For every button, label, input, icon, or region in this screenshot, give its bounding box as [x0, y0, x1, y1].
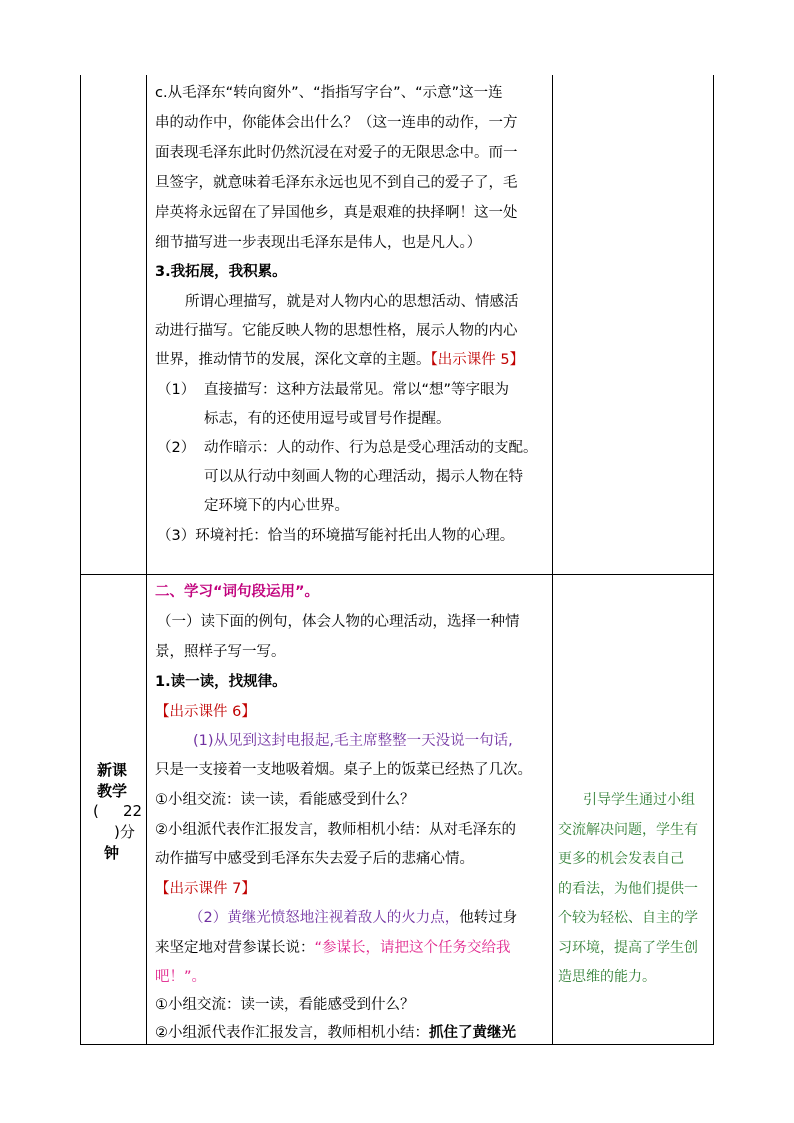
- text-line: [155, 1023, 516, 1043]
- example-line: [155, 908, 517, 928]
- example-line: [155, 731, 513, 751]
- text-line: 景，照样子写一写。: [155, 644, 286, 660]
- table-border-left: [80, 75, 81, 1045]
- text-line: 动进行描写。它能反映人物的思想性格，展示人物的内心: [155, 323, 518, 339]
- text-line: 细节描写进一步表现出毛泽东是伟人，也是凡人。）: [155, 235, 482, 251]
- duration-unit: )分: [114, 823, 135, 841]
- duration-unit: 钟: [104, 844, 120, 862]
- table-row-divider: [80, 574, 714, 575]
- text-line: 定环境下的内心世界。: [204, 498, 349, 514]
- example-text: （2）黄继光愤怒地注视着敌人的火力点，: [189, 910, 460, 926]
- text-line: 串的动作中，你能体会出什么？（这一连串的动作，一方: [155, 115, 518, 131]
- text-line: 旦签字，就意味着毛泽东永远也见不到自己的爱子了，毛: [155, 175, 518, 191]
- courseware-tag: 【出示课件 6】: [155, 704, 256, 720]
- example-quote: “参谋长，请把这个任务交给我: [314, 940, 511, 956]
- example-text: 他转过身: [459, 910, 518, 926]
- section-label: 教学: [97, 782, 128, 800]
- text-line: （一）读下面的例句，体会人物的心理活动，选择一种情: [157, 614, 520, 630]
- courseware-tag: 【出示课件 7】: [155, 881, 256, 897]
- text-line: （3）环境衬托：恰当的环境描写能衬托出人物的心理。: [157, 528, 515, 544]
- design-text: 个较为轻松、自主的学: [558, 910, 698, 926]
- text-line: 只是一支接着一支地吸着烟。桌子上的饭菜已经热了几次。: [155, 762, 532, 778]
- design-text: 的看法，为他们提供一: [558, 881, 698, 897]
- section-label: 新课: [97, 761, 128, 779]
- table-border-col2: [552, 75, 553, 1045]
- example-quote: 吧！”。: [155, 969, 207, 985]
- text-line: 直接描写：这种方法最常见。常以“想”等字眼为: [204, 382, 510, 398]
- text-line: c.从毛泽东“转向窗外”、“指指写字台”、“示意”这一连: [155, 85, 503, 101]
- section-title: 二、学习“词句段运用”。: [155, 584, 320, 600]
- subheading: 3.我拓展，我积累。: [155, 264, 287, 280]
- table-border-right: [713, 75, 714, 1045]
- design-text: 引导学生通过小组: [583, 792, 695, 808]
- courseware-tag: 【出示课件 5】: [430, 352, 525, 368]
- text-line: 动作描写中感受到毛泽东失去爱子后的悲痛心情。: [155, 851, 474, 867]
- text-line: 标志，有的还使用逗号或冒号作提醒。: [204, 411, 451, 427]
- text-line: ①小组交流：读一读，看能感受到什么？: [155, 997, 415, 1013]
- duration-paren: (: [93, 802, 99, 820]
- text-line: 可以从行动中刻画人物的心理活动，揭示人物在特: [204, 469, 523, 485]
- design-text: 造思维的能力。: [558, 969, 656, 985]
- text-line: 面表现毛泽东此时仍然沉浸在对爱子的无限思念中。而一: [155, 145, 518, 161]
- duration-value: 22: [123, 802, 143, 820]
- text-line: ②小组派代表作汇报发言，教师相机小结：从对毛泽东的: [155, 822, 516, 838]
- text-span: 世界，推动情节的发展，深化文章的主题。: [155, 352, 431, 368]
- design-text: 交流解决问题，学生有: [558, 822, 698, 838]
- text-line: 岸英将永远留在了异国他乡，真是艰难的抉择啊！这一处: [155, 205, 518, 221]
- table-border-col1: [146, 75, 147, 1045]
- text-span-bold: 抓住了黄继光: [429, 1025, 516, 1041]
- subheading: 1.读一读，找规律。: [155, 674, 287, 690]
- design-text: 习环境，提高了学生创: [558, 940, 698, 956]
- example-text: 来坚定地对营参谋长说：: [155, 940, 315, 956]
- table-border-bottom: [80, 1044, 714, 1045]
- item-number: （2）: [157, 440, 196, 456]
- text-span: ②小组派代表作汇报发言，教师相机小结：: [155, 1025, 429, 1041]
- design-text: 更多的机会发表自己: [558, 851, 684, 867]
- text-line: [155, 350, 524, 370]
- text-line: ①小组交流：读一读，看能感受到什么？: [155, 792, 415, 808]
- example-line: [155, 938, 511, 958]
- text-line: 所谓心理描写，就是对人物内心的思想活动、情感活: [185, 294, 519, 310]
- example-number: (1)从见到这封电报起,毛主席整整一天没说一句话,: [193, 733, 513, 749]
- item-number: （1）: [157, 382, 196, 398]
- text-line: 动作暗示：人的动作、行为总是受心理活动的支配。: [204, 440, 538, 456]
